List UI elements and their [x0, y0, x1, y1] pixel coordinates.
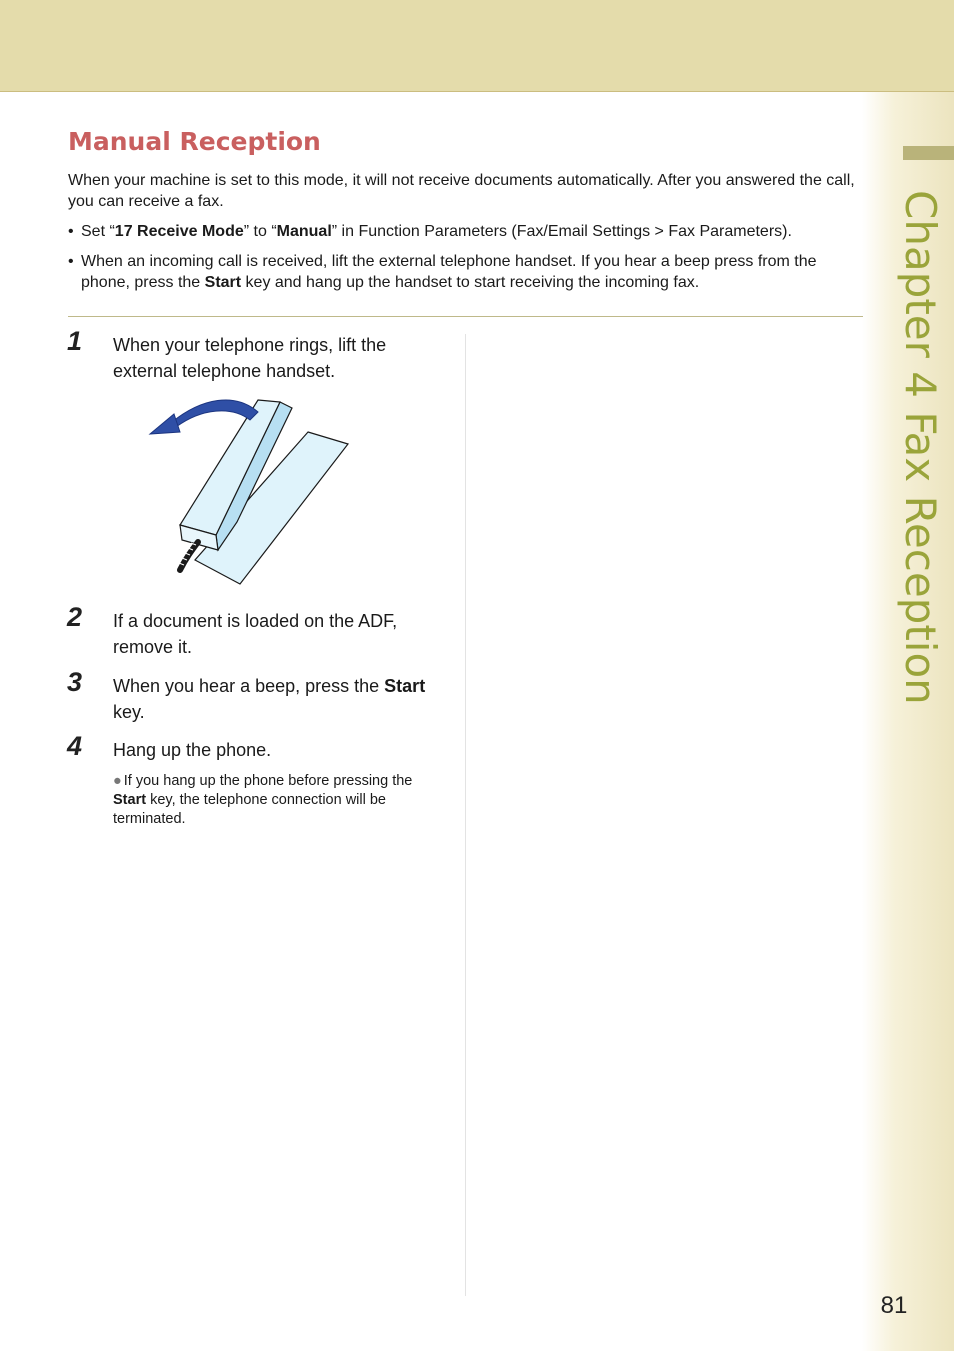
step-text-4: Hang up the phone. [113, 740, 272, 760]
step-4-note [113, 772, 443, 829]
step-text-3 [113, 673, 453, 725]
step-3-text-pre: When you hear a beep, press the [113, 676, 385, 696]
step-number-1: 1 [67, 326, 83, 356]
bullet-text: ” in Function Parameters (Fax/Email Settings > Fax Parameters). [331, 223, 792, 240]
step-text-1: When your telephone rings, lift the external telephone handset. [113, 335, 387, 381]
phone-cord-shape [180, 542, 198, 570]
bullet-text: key and hang up the handset to start receiving the incoming fax. [241, 274, 700, 291]
bullet-text: ” to “ [243, 223, 277, 240]
step-number-4: 4 [67, 731, 83, 761]
bullet-bold-parameter: 17 Receive Mode [114, 223, 244, 240]
section-title: Manual Reception [68, 127, 321, 156]
column-divider [465, 334, 466, 1296]
note-bold-start: Start [113, 792, 147, 808]
header-band [0, 0, 954, 92]
note-text-post: key, the telephone connection will be terminated. [113, 792, 386, 827]
step-3-text-post: key. [113, 702, 145, 722]
page-number: 81 [880, 1292, 908, 1319]
bullet-marker: • [68, 253, 74, 270]
bullet-bold-start: Start [204, 274, 242, 291]
note-bullet-icon: ● [113, 773, 122, 789]
bullet-text: Set “ [81, 223, 115, 240]
bullet-list [68, 221, 868, 302]
section-divider [68, 316, 863, 317]
step-3-bold-start: Start [384, 676, 426, 696]
bullet-marker: • [68, 223, 74, 240]
chapter-label: Chapter 4 Fax Reception [896, 190, 945, 705]
arrow-head-icon [150, 414, 180, 434]
bullet-text: When an incoming call is received, lift the external telephone handset. If you hear a beep press from the phone, press the [81, 253, 817, 291]
step-number-2: 2 [67, 602, 83, 632]
note-text-pre: If you hang up the phone before pressing the [123, 773, 413, 789]
chapter-tab-marker [903, 146, 954, 160]
step-text-2: If a document is loaded on the ADF, remove it. [113, 611, 398, 657]
intro-paragraph: When your machine is set to this mode, it will not receive documents automatically. After you answered the call, you can receive a fax. [68, 172, 855, 210]
bullet-bold-value: Manual [276, 223, 332, 240]
step-number-3: 3 [67, 667, 83, 697]
lift-handset-illustration [140, 392, 360, 587]
bullet-item-receive-mode [68, 221, 868, 242]
bullet-item-incoming-call [68, 251, 868, 293]
